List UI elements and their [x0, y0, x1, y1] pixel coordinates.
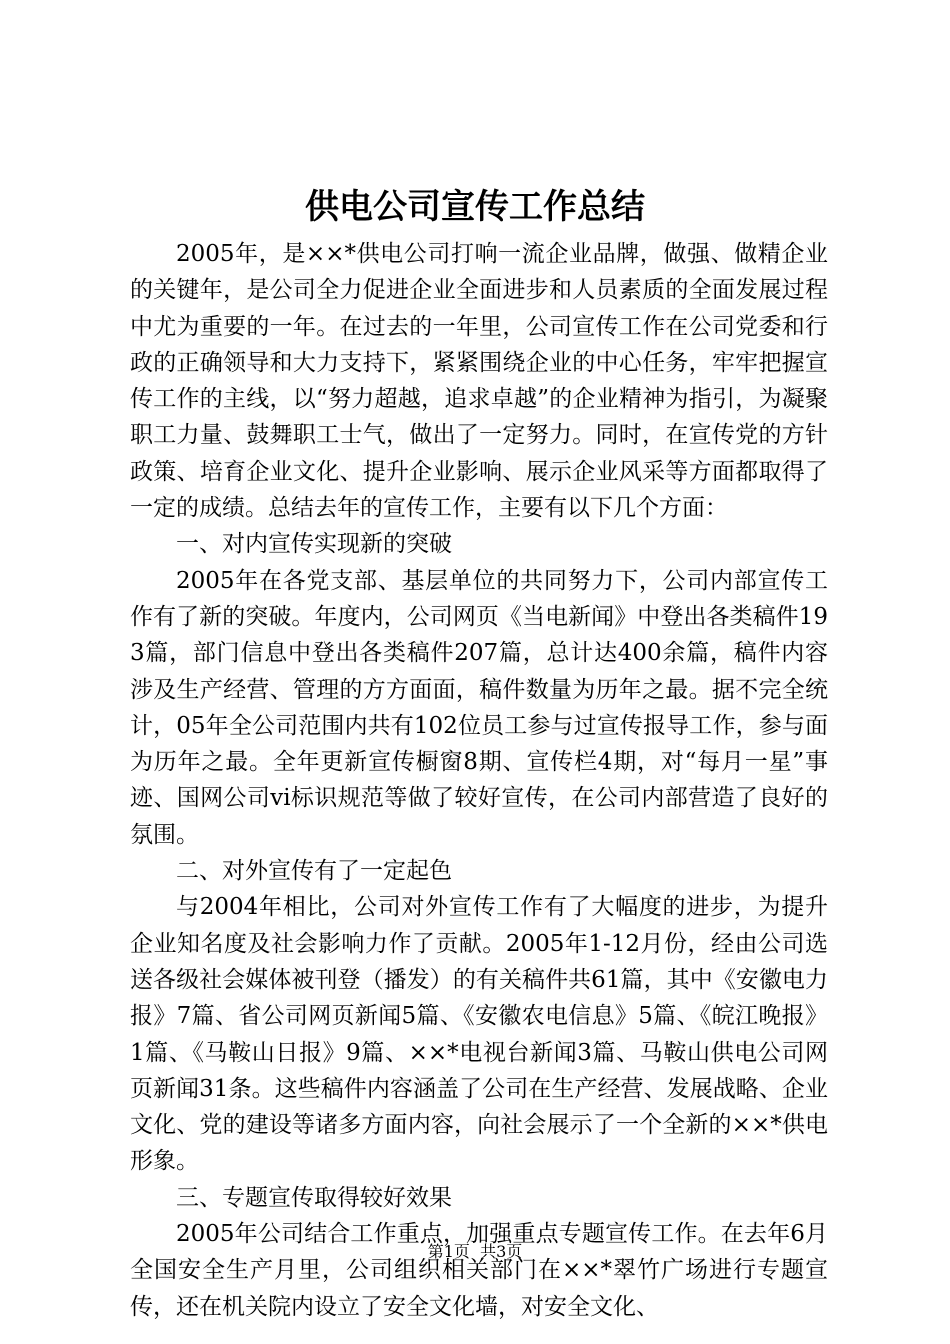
document-body [130, 236, 828, 1325]
section-heading-internal: 一、对内宣传实现新的突破 [176, 531, 452, 558]
internal-publicity-paragraph: 2005年在各党支部、基层单位的共同努力下，公司内部宣传工作有了新的突破。年度内，公司网页《当电新闻》中登出各类稿件193篇，部门信息中登出各类稿件207篇，总计达400余篇，稿件内容涉及生产经营、管理的方方面面，稿件数量为历年之最。据不完全统计，05年全公司范围内共有102位员工参与过宣传报导工作，参与面为历年之最。全年更新宣传橱窗8期、宣传栏4期，对“每月一星”事迹、国网公司vi标识规范等做了较好宣传，在公司内部营造了良好的氛围。 [130, 567, 828, 848]
external-publicity-paragraph: 与2004年相比，公司对外宣传工作有了大幅度的进步，为提升企业知名度及社会影响力作了贡献。2005年1-12月份，经由公司选送各级社会媒体被刊登（播发）的有关稿件共61篇，其中《安徽电力报》7篇、省公司网页新闻5篇、《安徽农电信息》5篇、《皖江晚报》1篇、《马鞍山日报》9篇、××*电视台新闻3篇、马鞍山供电公司网页新闻31条。这些稿件内容涵盖了公司在生产经营、发展战略、企业文化、党的建设等诸多方面内容，向社会展示了一个全新的××*供电形象。 [130, 894, 828, 1175]
footer-spacer [470, 1242, 480, 1261]
intro-paragraph: 2005年，是××*供电公司打响一流企业品牌，做强、做精企业的关键年，是公司全力促进企业全面进步和人员素质的全面发展过程中尤为重要的一年。在过去的一年里，公司宣传工作在公司党委和行政的正确领导和大力支持下，紧紧围绕企业的中心任务，牢牢把握宣传工作的主线，以“努力超越，追求卓越”的企业精神为指引，为凝聚职工力量、鼓舞职工士气，做出了一定努力。同时，在宣传党的方针政策、培育企业文化、提升企业影响、展示企业风采等方面都取得了一定的成绩。总结去年的宣传工作，主要有以下几个方面： [130, 241, 828, 522]
page-total: 共3页 [480, 1242, 523, 1261]
page-footer [0, 1242, 950, 1262]
special-publicity-paragraph: 2005年公司结合工作重点，加强重点专题宣传工作。在去年6月全国安全生产月里，公司组织相关部门在××*翠竹广场进行专题宣传，还在机关院内设立了安全文化墙，对安全文化、 [130, 1221, 828, 1320]
document-title: 供电公司宣传工作总结 [305, 187, 645, 227]
section-heading-special: 三、专题宣传取得较好效果 [176, 1184, 452, 1211]
section-heading-external: 二、对外宣传有了一定起色 [176, 858, 452, 885]
page-number: 第1页 [427, 1242, 470, 1261]
